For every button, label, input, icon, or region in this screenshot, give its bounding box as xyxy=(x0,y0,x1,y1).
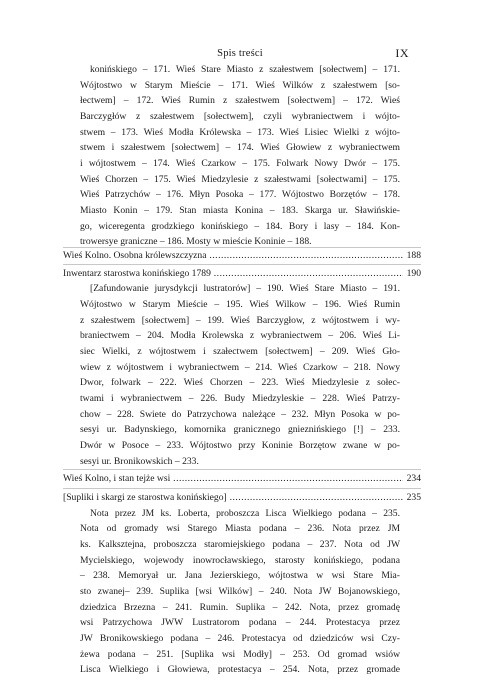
toc-entry-title: Inwentarz starostwa konińskiego 1789 ..... xyxy=(63,268,403,280)
toc-entry-page: 190 xyxy=(403,268,421,280)
page-number: IX xyxy=(395,46,409,60)
toc-line: stwem – 173. Wieś Modła Królewska – 173. Wieś Lisiec Wielki z wójto- xyxy=(80,126,400,138)
divider xyxy=(63,488,421,489)
toc-line: Lisca Wielkiego i Głowiewa, protestacya – 254. Nota, przez gromade xyxy=(80,664,400,676)
toc-line: Wójtostwo w Starym Mieście – 195. Wieś Wilkow – 196. Wieś Rumin xyxy=(80,299,400,310)
toc-line: Dwór w Posoce – 233. Wójtostwo przy Koninie Borzętow zwane w po- xyxy=(80,440,400,451)
toc-entry-page: 235 xyxy=(403,492,421,504)
toc-line: – 238. Memoryał ur. Jana Jezierskiego, wójtostwa w wsi Stare Mia- xyxy=(80,570,400,582)
toc-line: ks. Kalksztejna, proboszcza staromiejskiego podana – 237. Nota od JW xyxy=(80,538,400,550)
toc-line: Mycielskiego, wojewody inowrocławskiego, starosty konińskiego, podana xyxy=(80,554,400,566)
toc-line: sesyi ur. Badynskiego, komornika granicznego gnieznińskiego [!] – 233. xyxy=(80,424,400,436)
toc-entry-page: 234 xyxy=(403,473,421,485)
toc-line: Dwor, folwark – 222. Wieś Chorzen – 223. Wieś Miedzylesie z sołec- xyxy=(80,377,400,389)
toc-line: go, wiceregenta grodzkiego konińskiego – 184. Bory i lasy – 184. Kon- xyxy=(80,220,400,232)
toc-line: trowersye graniczne – 186. Mosty w mieście Koninie – 188. xyxy=(80,236,312,248)
toc-line: dziedzica Brzezna – 241. Rumin. Suplika – 242. Nota, przez gromadę xyxy=(80,601,400,613)
divider xyxy=(63,469,421,470)
toc-line: Wieś Patrzychów – 176. Młyn Posoka – 177. Wójtostwo Borzętów – 178. xyxy=(80,189,400,201)
toc-line: Miasto Konin – 179. Stan miasta Konina – 183. Skarga ur. Sławińskie- xyxy=(80,205,400,216)
toc-line: z szałestwem [sołectwem] – 199. Wieś Barczygłow, z wójtostwem i wy- xyxy=(80,314,400,326)
toc-line: wsi Patrzychowa JWW Lustratorom podana – 244. Protestacya przez xyxy=(80,617,400,629)
toc-line: Wójtostwo w Starym Mieście – 171. Wieś Wilków z szałestwem [so- xyxy=(80,79,400,91)
toc-entry-page: 188 xyxy=(403,250,421,262)
toc-line: sesyi ur. Bronikowskich – 233. xyxy=(80,455,199,467)
toc-entry-title: [Supliki i skargi ze starostwa konińskiego] ..... xyxy=(63,492,403,504)
toc-line: Barczygłów z szałestwem [sołectwem], czyli wybraniectwem i wójto- xyxy=(80,111,400,122)
toc-line: i wójtostwem – 174. Wieś Czarkow – 175. Folwark Nowy Dwór – 175. xyxy=(80,158,400,169)
toc-line: wiew z wójtostwem i wybraniectwem – 214. Wieś Czarkow – 218. Nowy xyxy=(80,361,400,373)
divider xyxy=(63,264,421,265)
toc-line: konińskiego – 171. Wieś Stare Miasto z szałestwem [sołectwem] – 171. xyxy=(90,64,400,75)
toc-line: twami i wybraniectwem – 226. Budy Miedzyleskie – 228. Wieś Patrzy- xyxy=(80,393,400,404)
running-header-title: Spis treści xyxy=(217,48,263,59)
toc-line: Wieś Chorzen – 175. Wieś Miedzylesie z szałestwami [sołectwami] – 175. xyxy=(80,173,400,185)
toc-entry-title: Wieś Kolno. Osobna królewszczyzna ..... xyxy=(63,250,403,262)
toc-line: chow – 228. Swiete do Patrzychowa należące – 232. Młyn Posoka w po- xyxy=(80,408,400,420)
toc-entry-title: Wieś Kolno, i stan tejże wsi ..... xyxy=(63,473,403,485)
toc-line: stwem i szałestwem [sołectwem] – 174. Wieś Głowiew z wybraniectwem xyxy=(80,142,400,154)
toc-line: Nota od gromady wsi Starego Miasta podana – 236. Nota przez JM xyxy=(80,523,400,535)
toc-line: żewa podana – 251. [Suplika wsi Modły] – 253. Od gromad wsiów xyxy=(80,648,400,660)
divider xyxy=(63,247,421,248)
toc-line: łectwem] – 172. Wieś Rumin z szałestwem [sołectwem] – 172. Wieś xyxy=(80,95,400,107)
toc-line: [Zafundowanie jurysdykcji lustratorów] – 190. Wieś Stare Miasto – 191. xyxy=(90,283,400,295)
toc-line: JW Bronikowskiego podana – 246. Protestacya od dziedziców wsi Czy- xyxy=(80,632,400,644)
toc-line: sto zwanej– 239. Suplika [wsi Wilków] – 240. Nota JW Bojanowskiego, xyxy=(80,585,400,597)
toc-line: siec Wielki, z wójtostwem i szałectwem [sołectwem] – 209. Wieś Gło- xyxy=(80,346,400,357)
toc-line: braniectwem – 204. Modła Krolewska z wybraniectwem – 206. Wieś Li- xyxy=(80,330,400,342)
toc-line: Nota przez JM ks. Loberta, proboszcza Lisca Wielkiego podana – 235. xyxy=(90,507,400,519)
